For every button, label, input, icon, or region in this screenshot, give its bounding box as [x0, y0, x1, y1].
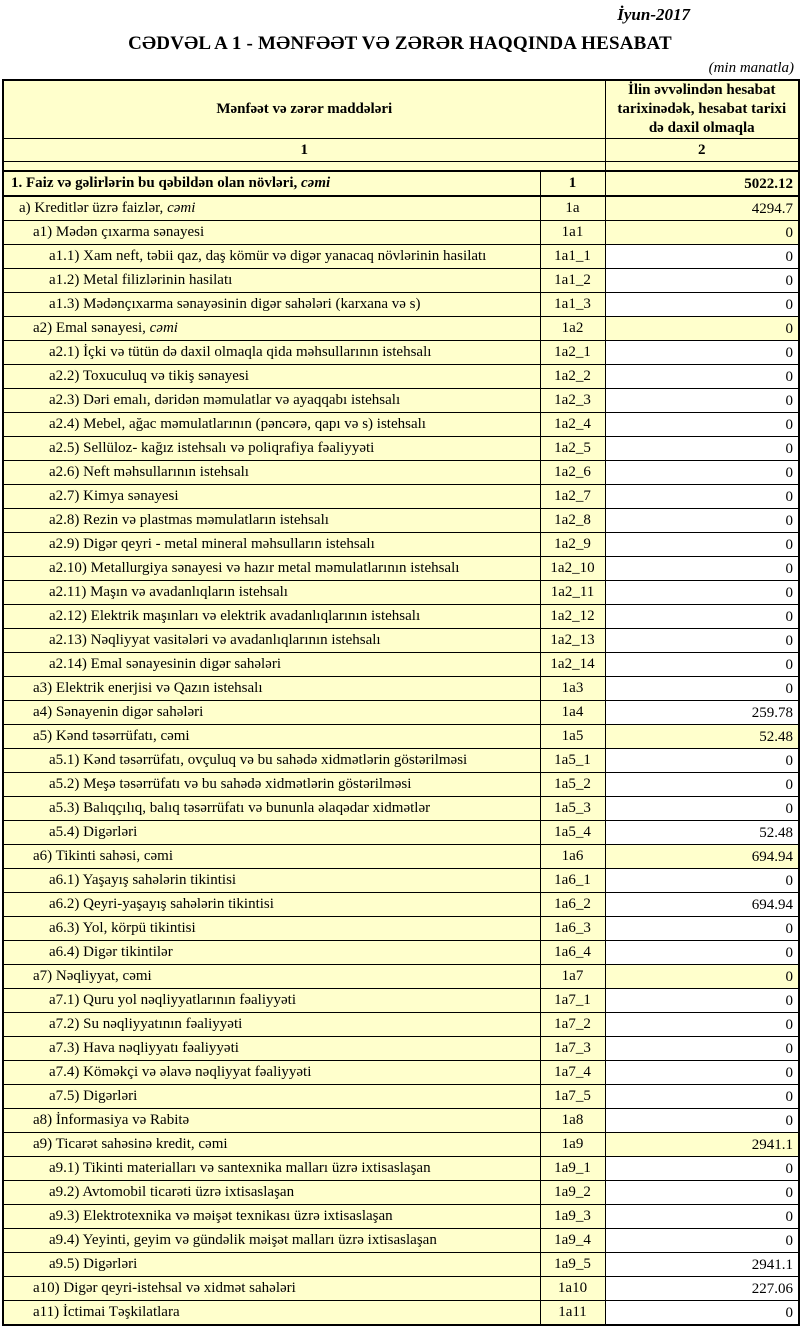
row-label-text: a4) Sənayenin digər sahələri — [33, 704, 204, 720]
table-row — [3, 1205, 799, 1229]
row-label-cell — [3, 773, 540, 797]
row-label-cell — [3, 941, 540, 965]
row-value-cell: 259.78 — [605, 701, 799, 725]
row-code-cell: 1a7 — [540, 965, 605, 989]
table-row — [3, 725, 799, 749]
row-code-cell: 1a2_6 — [540, 461, 605, 485]
row-value-cell: 0 — [605, 245, 799, 269]
row-code-cell: 1a2 — [540, 317, 605, 341]
row-label-text: a6.2) Qeyri-yaşayış sahələrin tikintisi — [49, 896, 274, 912]
row-code-cell: 1a2_8 — [540, 509, 605, 533]
row-code-cell: 1a1_1 — [540, 245, 605, 269]
row-value-cell: 0 — [605, 917, 799, 941]
row-value-cell: 0 — [605, 1229, 799, 1253]
row-value-cell: 0 — [605, 653, 799, 677]
row-label-cell — [3, 1301, 540, 1326]
row-label-text: a) Kreditlər üzrə faizlər, — [19, 200, 168, 216]
row-label-cell — [3, 461, 540, 485]
row-value-cell: 0 — [605, 797, 799, 821]
row-code-cell: 1a2_9 — [540, 533, 605, 557]
row-label-italic-text: cəmi — [149, 320, 178, 336]
row-label-text: a7.1) Quru yol nəqliyyatlarının fəaliyyəti — [49, 992, 297, 1008]
row-label-text: a5.2) Meşə təsərrüfatı və bu sahədə xidmətlərin göstərilməsi — [49, 776, 412, 792]
row-code-cell: 1a2_11 — [540, 581, 605, 605]
row-label-cell — [3, 1037, 540, 1061]
row-code-cell: 1a4 — [540, 701, 605, 725]
row-label-cell — [3, 581, 540, 605]
row-label-text: a9.5) Digərləri — [49, 1256, 138, 1272]
row-label-text: a7) Nəqliyyat, cəmi — [33, 968, 152, 984]
row-code-cell: 1a3 — [540, 677, 605, 701]
row-label-text: a2.2) Toxuculuq və tikiş sənayesi — [49, 368, 249, 384]
row-code-cell: 1a5_3 — [540, 797, 605, 821]
row-code-cell: 1a5_1 — [540, 749, 605, 773]
row-value-cell: 0 — [605, 389, 799, 413]
row-code-cell: 1 — [540, 171, 605, 196]
row-label-cell — [3, 1109, 540, 1133]
table-row — [3, 389, 799, 413]
row-value-cell: 0 — [605, 509, 799, 533]
report-date: İyun-2017 — [617, 5, 690, 24]
value-column-number: 2 — [605, 139, 799, 162]
row-code-cell: 1a7_4 — [540, 1061, 605, 1085]
row-code-cell: 1a7_2 — [540, 1013, 605, 1037]
row-code-cell: 1a9_2 — [540, 1181, 605, 1205]
spacer-cell — [605, 162, 799, 172]
row-label-cell — [3, 797, 540, 821]
row-code-cell: 1a8 — [540, 1109, 605, 1133]
row-value-cell: 0 — [605, 749, 799, 773]
table-row — [3, 1109, 799, 1133]
row-label-cell — [3, 629, 540, 653]
row-code-cell: 1a2_4 — [540, 413, 605, 437]
row-label-text: a3) Elektrik enerjisi və Qazın istehsalı — [33, 680, 263, 696]
row-value-cell: 0 — [605, 1085, 799, 1109]
row-value-cell: 0 — [605, 365, 799, 389]
table-row — [3, 653, 799, 677]
row-value-cell: 0 — [605, 341, 799, 365]
row-label-text: a8) İnformasiya və Rabitə — [33, 1112, 190, 1128]
table-row — [3, 221, 799, 245]
row-label-text: a7.2) Su nəqliyyatının fəaliyyəti — [49, 1016, 243, 1032]
row-value-cell: 694.94 — [605, 893, 799, 917]
row-label-text: a2.12) Elektrik maşınları və elektrik avadanlıqlarının istehsalı — [49, 608, 421, 624]
row-label-cell — [3, 749, 540, 773]
row-value-cell: 0 — [605, 965, 799, 989]
items-column-number: 1 — [3, 139, 605, 162]
row-label-text: a11) İctimai Təşkilatlara — [33, 1304, 180, 1320]
row-value-cell: 0 — [605, 677, 799, 701]
row-label-cell — [3, 893, 540, 917]
row-label-text: a7.5) Digərləri — [49, 1088, 138, 1104]
row-code-cell: 1a6_2 — [540, 893, 605, 917]
row-code-cell: 1a9 — [540, 1133, 605, 1157]
row-value-cell: 52.48 — [605, 725, 799, 749]
row-label-cell — [3, 1253, 540, 1277]
row-label-text: a2.11) Maşın və avadanlıqların istehsalı — [49, 584, 288, 600]
table-row — [3, 917, 799, 941]
table-row — [3, 1277, 799, 1301]
row-code-cell: 1a5_2 — [540, 773, 605, 797]
row-code-cell: 1a2_2 — [540, 365, 605, 389]
row-label-text: a9.4) Yeyinti, geyim və gündəlik məişət malları üzrə ixtisaslaşan — [49, 1232, 437, 1248]
row-label-cell — [3, 171, 540, 196]
row-label-text: a2.4) Mebel, ağac məmulatlarının (pəncərə, qapı və s) istehsalı — [49, 416, 426, 432]
table-row — [3, 845, 799, 869]
unit-note: (min manatla) — [708, 60, 794, 76]
table-row — [3, 461, 799, 485]
row-label-cell — [3, 437, 540, 461]
table-row — [3, 605, 799, 629]
row-label-cell — [3, 1061, 540, 1085]
row-label-text: a1.2) Metal filizlərinin hasilatı — [49, 272, 233, 288]
table-row — [3, 485, 799, 509]
spacer-row — [3, 162, 799, 172]
row-value-cell: 0 — [605, 533, 799, 557]
row-label-text: a2) Emal sənayesi, — [33, 320, 150, 336]
row-code-cell: 1a6 — [540, 845, 605, 869]
row-code-cell: 1a2_3 — [540, 389, 605, 413]
header-row — [3, 80, 799, 139]
row-code-cell: 1a5_4 — [540, 821, 605, 845]
row-value-cell: 0 — [605, 1205, 799, 1229]
row-label-text: a6) Tikinti sahəsi, cəmi — [33, 848, 173, 864]
row-value-cell: 0 — [605, 461, 799, 485]
table-row — [3, 1301, 799, 1326]
row-value-cell: 0 — [605, 1013, 799, 1037]
row-label-text: a1) Mədən çıxarma sənayesi — [33, 224, 205, 240]
table-row — [3, 269, 799, 293]
row-label-text: a1.3) Mədənçıxarma sənayəsinin digər sahələri (karxana və s) — [49, 296, 421, 312]
table-row — [3, 965, 799, 989]
row-code-cell: 1a9_1 — [540, 1157, 605, 1181]
row-label-text: a5.4) Digərləri — [49, 824, 138, 840]
row-label-text: a6.3) Yol, körpü tikintisi — [49, 920, 196, 936]
row-label-cell — [3, 845, 540, 869]
row-label-text: a2.9) Digər qeyri - metal mineral məhsulların istehsalı — [49, 536, 375, 552]
table-row — [3, 581, 799, 605]
table-row — [3, 245, 799, 269]
row-value-cell: 0 — [605, 941, 799, 965]
row-label-text: 1. Faiz və gəlirlərin bu qəbildən olan növləri, — [11, 175, 301, 191]
row-value-cell: 0 — [605, 1301, 799, 1326]
row-label-italic-text: cəmi — [301, 175, 331, 191]
row-value-cell: 0 — [605, 317, 799, 341]
table-row — [3, 1181, 799, 1205]
row-label-text: a6.4) Digər tikintilər — [49, 944, 173, 960]
row-value-cell: 2941.1 — [605, 1133, 799, 1157]
row-code-cell: 1a11 — [540, 1301, 605, 1326]
row-label-cell — [3, 533, 540, 557]
row-label-cell — [3, 557, 540, 581]
table-header — [3, 80, 799, 171]
table-row — [3, 677, 799, 701]
table-row — [3, 437, 799, 461]
row-value-cell: 0 — [605, 269, 799, 293]
row-value-cell: 0 — [605, 1157, 799, 1181]
table-row — [3, 941, 799, 965]
row-label-cell — [3, 341, 540, 365]
row-label-cell — [3, 605, 540, 629]
row-label-text: a9.1) Tikinti materialları və santexnika malları üzrə ixtisaslaşan — [49, 1160, 431, 1176]
row-label-cell — [3, 725, 540, 749]
row-value-cell: 0 — [605, 605, 799, 629]
row-value-cell: 0 — [605, 989, 799, 1013]
row-label-cell — [3, 1013, 540, 1037]
row-label-cell — [3, 509, 540, 533]
row-label-text: a2.14) Emal sənayesinin digər sahələri — [49, 656, 282, 672]
column-number-row — [3, 139, 799, 162]
row-code-cell: 1a7_5 — [540, 1085, 605, 1109]
row-value-cell: 0 — [605, 1061, 799, 1085]
row-value-cell: 694.94 — [605, 845, 799, 869]
table-row — [3, 413, 799, 437]
row-label-text: a7.4) Köməkçi və əlavə nəqliyyat fəaliyyəti — [49, 1064, 312, 1080]
row-label-text: a9.3) Elektrotexnika və məişət texnikası üzrə ixtisaslaşan — [49, 1208, 393, 1224]
table-body — [3, 171, 799, 1325]
table-row — [3, 701, 799, 725]
row-label-cell — [3, 485, 540, 509]
row-label-cell — [3, 677, 540, 701]
row-value-cell: 0 — [605, 557, 799, 581]
row-code-cell: 1a7_3 — [540, 1037, 605, 1061]
table-row — [3, 293, 799, 317]
row-label-cell — [3, 221, 540, 245]
row-label-cell — [3, 821, 540, 845]
table-row — [3, 171, 799, 196]
row-code-cell: 1a1_2 — [540, 269, 605, 293]
row-label-cell — [3, 1277, 540, 1301]
row-value-cell: 4294.7 — [605, 196, 799, 221]
row-label-cell — [3, 1157, 540, 1181]
row-value-cell: 0 — [605, 293, 799, 317]
profit-loss-table — [2, 79, 800, 1326]
table-row — [3, 341, 799, 365]
items-column-header: Mənfəət və zərər maddələri — [3, 80, 605, 139]
row-code-cell: 1a1_3 — [540, 293, 605, 317]
row-value-cell: 0 — [605, 773, 799, 797]
row-value-cell: 0 — [605, 869, 799, 893]
row-value-cell: 0 — [605, 1181, 799, 1205]
table-row — [3, 533, 799, 557]
row-value-cell: 0 — [605, 629, 799, 653]
row-value-cell: 0 — [605, 221, 799, 245]
row-label-text: a6.1) Yaşayış sahələrin tikintisi — [49, 872, 237, 888]
row-label-cell — [3, 653, 540, 677]
table-row — [3, 797, 799, 821]
row-code-cell: 1a2_7 — [540, 485, 605, 509]
row-value-cell: 0 — [605, 413, 799, 437]
row-value-cell: 5022.12 — [605, 171, 799, 196]
row-label-text: a2.1) İçki və tütün də daxil olmaqla qida məhsullarının istehsalı — [49, 344, 432, 360]
row-label-cell — [3, 1181, 540, 1205]
row-code-cell: 1a2_1 — [540, 341, 605, 365]
table-row — [3, 869, 799, 893]
table-row — [3, 749, 799, 773]
row-label-cell — [3, 917, 540, 941]
row-code-cell: 1a10 — [540, 1277, 605, 1301]
row-label-cell — [3, 365, 540, 389]
row-label-text: a2.8) Rezin və plastmas məmulatların istehsalı — [49, 512, 329, 528]
row-label-text: a1.1) Xam neft, təbii qaz, daş kömür və digər yanacaq növlərinin hasilatı — [49, 248, 487, 264]
row-code-cell: 1a2_14 — [540, 653, 605, 677]
table-row — [3, 893, 799, 917]
row-value-cell: 0 — [605, 1037, 799, 1061]
row-label-text: a2.13) Nəqliyyat vasitələri və avadanlıqlarının istehsalı — [49, 632, 381, 648]
row-label-cell — [3, 1085, 540, 1109]
table-row — [3, 1037, 799, 1061]
row-label-text: a2.6) Neft məhsullarının istehsalı — [49, 464, 249, 480]
row-label-italic-text: cəmi — [167, 200, 196, 216]
table-row — [3, 365, 799, 389]
row-code-cell: 1a6_4 — [540, 941, 605, 965]
row-value-cell: 2941.1 — [605, 1253, 799, 1277]
row-label-text: a5) Kənd təsərrüfatı, cəmi — [33, 728, 190, 744]
row-label-text: a2.7) Kimya sənayesi — [49, 488, 179, 504]
table-row — [3, 317, 799, 341]
row-code-cell: 1a2_12 — [540, 605, 605, 629]
row-label-text: a10) Digər qeyri-istehsal və xidmət sahələri — [33, 1280, 296, 1296]
row-label-cell — [3, 245, 540, 269]
row-label-cell — [3, 317, 540, 341]
row-label-cell — [3, 701, 540, 725]
row-code-cell: 1a2_5 — [540, 437, 605, 461]
row-code-cell: 1a — [540, 196, 605, 221]
row-code-cell: 1a7_1 — [540, 989, 605, 1013]
row-label-cell — [3, 869, 540, 893]
row-code-cell: 1a2_13 — [540, 629, 605, 653]
table-row — [3, 509, 799, 533]
row-code-cell: 1a9_5 — [540, 1253, 605, 1277]
row-code-cell: 1a2_10 — [540, 557, 605, 581]
row-label-text: a5.1) Kənd təsərrüfatı, ovçuluq və bu sahədə xidmətlərin göstərilməsi — [49, 752, 468, 768]
row-code-cell: 1a9_3 — [540, 1205, 605, 1229]
table-row — [3, 196, 799, 221]
row-label-text: a9.2) Avtomobil ticarəti üzrə ixtisaslaşan — [49, 1184, 295, 1200]
table-row — [3, 1013, 799, 1037]
row-label-cell — [3, 1205, 540, 1229]
row-value-cell: 52.48 — [605, 821, 799, 845]
row-label-cell — [3, 293, 540, 317]
row-label-cell — [3, 196, 540, 221]
table-row — [3, 1133, 799, 1157]
table-row — [3, 1157, 799, 1181]
row-code-cell: 1a6_1 — [540, 869, 605, 893]
table-row — [3, 557, 799, 581]
row-code-cell: 1a1 — [540, 221, 605, 245]
row-code-cell: 1a6_3 — [540, 917, 605, 941]
row-label-text: a2.5) Sellüloz- kağız istehsalı və poliqrafiya fəaliyyəti — [49, 440, 375, 456]
row-label-text: a5.3) Balıqçılıq, balıq təsərrüfatı və bununla əlaqədar xidmətlər — [49, 800, 431, 816]
row-value-cell: 0 — [605, 437, 799, 461]
row-label-cell — [3, 269, 540, 293]
table-row — [3, 1253, 799, 1277]
row-value-cell: 227.06 — [605, 1277, 799, 1301]
row-label-text: a2.10) Metallurgiya sənayesi və hazır metal məmulatlarının istehsalı — [49, 560, 460, 576]
row-code-cell: 1a5 — [540, 725, 605, 749]
row-label-cell — [3, 389, 540, 413]
row-value-cell: 0 — [605, 485, 799, 509]
table-row — [3, 773, 799, 797]
row-value-cell: 0 — [605, 1109, 799, 1133]
row-label-cell — [3, 989, 540, 1013]
row-label-text: a2.3) Dəri emalı, dəridən məmulatlar və ayaqqabı istehsalı — [49, 392, 401, 408]
table-row — [3, 1061, 799, 1085]
spacer-cell — [3, 162, 605, 172]
table-row — [3, 1085, 799, 1109]
row-label-text: a7.3) Hava nəqliyyatı fəaliyyəti — [49, 1040, 239, 1056]
row-label-cell — [3, 1133, 540, 1157]
row-label-cell — [3, 413, 540, 437]
table-row — [3, 821, 799, 845]
row-code-cell: 1a9_4 — [540, 1229, 605, 1253]
row-value-cell: 0 — [605, 581, 799, 605]
table-row — [3, 989, 799, 1013]
row-label-text: a9) Ticarət sahəsinə kredit, cəmi — [33, 1136, 228, 1152]
table-row — [3, 629, 799, 653]
page-title: CƏDVƏL A 1 - MƏNFƏƏT VƏ ZƏRƏR HAQQINDA HESABAT — [128, 33, 672, 54]
row-label-cell — [3, 965, 540, 989]
value-column-header: İlin əvvəlindən hesabat tarixinədək, hesabat tarixi də daxil olmaqla — [605, 80, 799, 139]
